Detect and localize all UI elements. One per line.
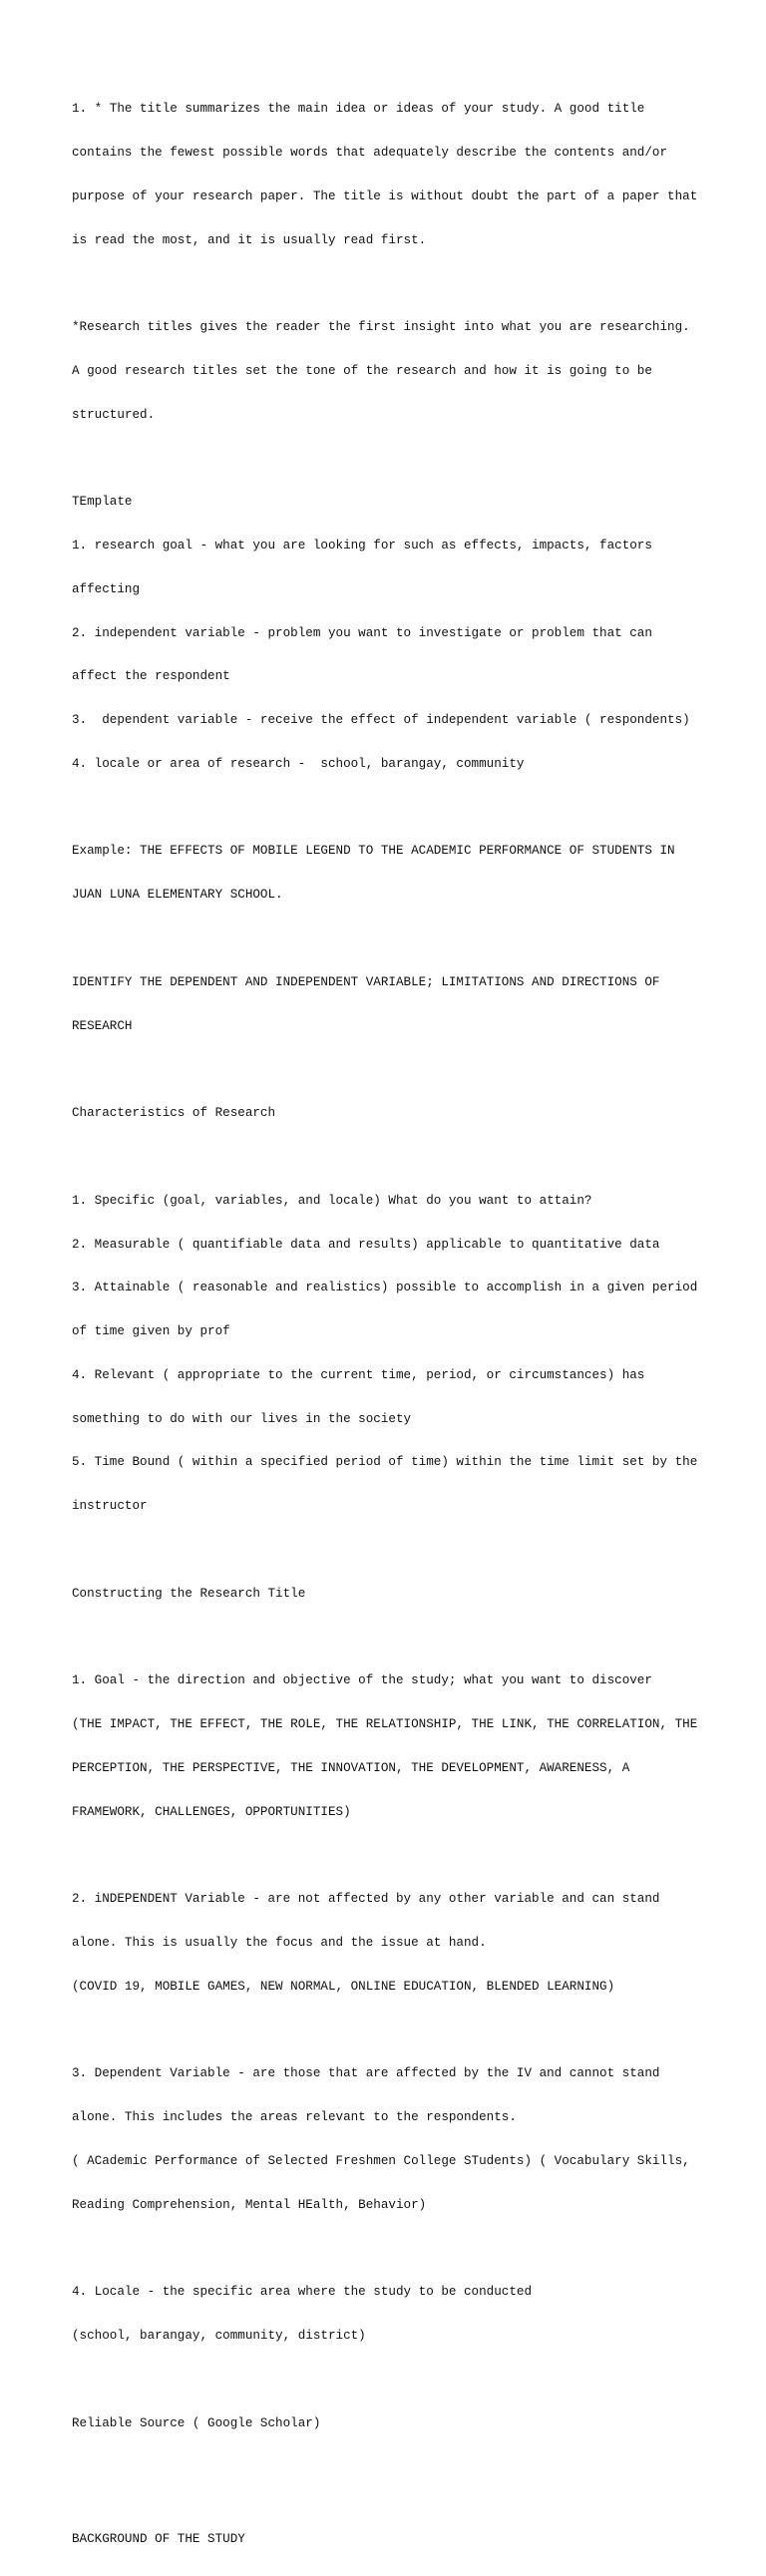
text-line: *Research titles gives the reader the first insight into what you are researching.	[72, 320, 690, 335]
paragraph-gap	[72, 1150, 710, 1165]
paragraph-title-definition	[72, 73, 710, 276]
text-line: BACKGROUND OF THE STUDY	[72, 2532, 245, 2547]
text-line: 1. Specific (goal, variables, and locale) What do you want to attain?	[72, 1193, 592, 1208]
text-line: 4. Locale - the specific area where the study to be conducted	[72, 2285, 533, 2300]
text-line: 1. Goal - the direction and objective of the study; what you want to discover	[72, 1673, 652, 1688]
paragraph-goal	[72, 1645, 710, 1848]
paragraph-reliable-source	[72, 2387, 710, 2459]
text-line: FRAMEWORK, CHALLENGES, OPPORTUNITIES)	[72, 1804, 351, 1819]
text-line: IDENTIFY THE DEPENDENT AND INDEPENDENT VARIABLE; LIMITATIONS AND DIRECTIONS OF	[72, 974, 660, 989]
document-body	[72, 73, 710, 2576]
text-line: TEmplate	[72, 495, 133, 510]
paragraph-gap	[72, 2459, 710, 2503]
text-line: (THE IMPACT, THE EFFECT, THE ROLE, THE RELATIONSHIP, THE LINK, THE CORRELATION, THE	[72, 1717, 698, 1732]
paragraph-gap	[72, 1631, 710, 1646]
paragraph-research-titles	[72, 291, 710, 452]
text-line: A good research titles set the tone of the research and how it is going to be	[72, 363, 652, 378]
text-line: Reliable Source ( Google Scholar)	[72, 2415, 321, 2430]
text-line: Example: THE EFFECTS OF MOBILE LEGEND TO THE ACADEMIC PERFORMANCE OF STUDENTS IN	[72, 844, 675, 859]
text-line: alone. This includes the areas relevant to the respondents.	[72, 2110, 517, 2125]
paragraph-identify	[72, 946, 710, 1063]
text-line: Constructing the Research Title	[72, 1586, 306, 1601]
paragraph-gap	[72, 276, 710, 291]
text-line: ( ACademic Performance of Selected Freshmen College STudents) ( Vocabulary Skills,	[72, 2153, 690, 2168]
text-line: of time given by prof	[72, 1324, 230, 1339]
paragraph-gap	[72, 2024, 710, 2038]
text-line: purpose of your research paper. The title is without doubt the part of a paper that	[72, 188, 698, 203]
text-line: (COVID 19, MOBILE GAMES, NEW NORMAL, ONLINE EDUCATION, BLENDED LEARNING)	[72, 1979, 615, 1994]
text-line: structured.	[72, 407, 156, 422]
paragraph-characteristics-list	[72, 1165, 710, 1543]
heading-constructing	[72, 1558, 710, 1631]
text-line: (school, barangay, community, district)	[72, 2329, 366, 2344]
text-line: 3. Attainable ( reasonable and realistics) possible to accomplish in a given period	[72, 1281, 698, 1295]
text-line: Characteristics of Research	[72, 1106, 276, 1121]
paragraph-gap	[72, 451, 710, 466]
text-line: affect the respondent	[72, 669, 230, 684]
text-line: 1. * The title summarizes the main idea or ideas of your study. A good title	[72, 102, 645, 117]
heading-background	[72, 2503, 710, 2576]
text-line: Reading Comprehension, Mental HEalth, Behavior)	[72, 2197, 427, 2212]
text-line: 3. dependent variable - receive the effect of independent variable ( respondents)	[72, 713, 690, 728]
text-line: 1. research goal - what you are looking for such as effects, impacts, factors	[72, 539, 652, 552]
paragraph-gap	[72, 931, 710, 946]
paragraph-gap	[72, 801, 710, 816]
paragraph-gap	[72, 2373, 710, 2388]
text-line: something to do with our lives in the society	[72, 1411, 412, 1426]
text-line: affecting	[72, 581, 141, 596]
paragraph-dependent-variable	[72, 2037, 710, 2241]
paragraph-gap	[72, 2241, 710, 2256]
text-line: PERCEPTION, THE PERSPECTIVE, THE INNOVATION, THE DEVELOPMENT, AWARENESS, A	[72, 1760, 630, 1775]
text-line: is read the most, and it is usually read first.	[72, 232, 427, 247]
text-line: 2. independent variable - problem you want to investigate or problem that can	[72, 625, 652, 640]
paragraph-template	[72, 466, 710, 801]
paragraph-gap	[72, 1848, 710, 1863]
paragraph-gap	[72, 1062, 710, 1077]
paragraph-locale	[72, 2256, 710, 2373]
text-line: 4. locale or area of research - school, barangay, community	[72, 756, 525, 771]
text-line: 5. Time Bound ( within a specified period of time) within the time limit set by the	[72, 1455, 698, 1470]
text-line: 4. Relevant ( appropriate to the current time, period, or circumstances) has	[72, 1367, 645, 1382]
text-line: 3. Dependent Variable - are those that are affected by the IV and cannot stand	[72, 2066, 660, 2081]
heading-characteristics	[72, 1077, 710, 1150]
text-line: RESEARCH	[72, 1018, 133, 1033]
text-line: contains the fewest possible words that adequately describe the contents and/or	[72, 145, 668, 160]
paragraph-gap	[72, 1543, 710, 1558]
paragraph-independent-variable	[72, 1863, 710, 2024]
paragraph-example	[72, 815, 710, 931]
text-line: 2. Measurable ( quantifiable data and results) applicable to quantitative data	[72, 1237, 660, 1252]
text-line: 2. iNDEPENDENT Variable - are not affected by any other variable and can stand	[72, 1892, 660, 1907]
text-line: instructor	[72, 1499, 148, 1514]
text-line: JUAN LUNA ELEMENTARY SCHOOL.	[72, 888, 283, 903]
text-line: alone. This is usually the focus and the issue at hand.	[72, 1936, 487, 1950]
